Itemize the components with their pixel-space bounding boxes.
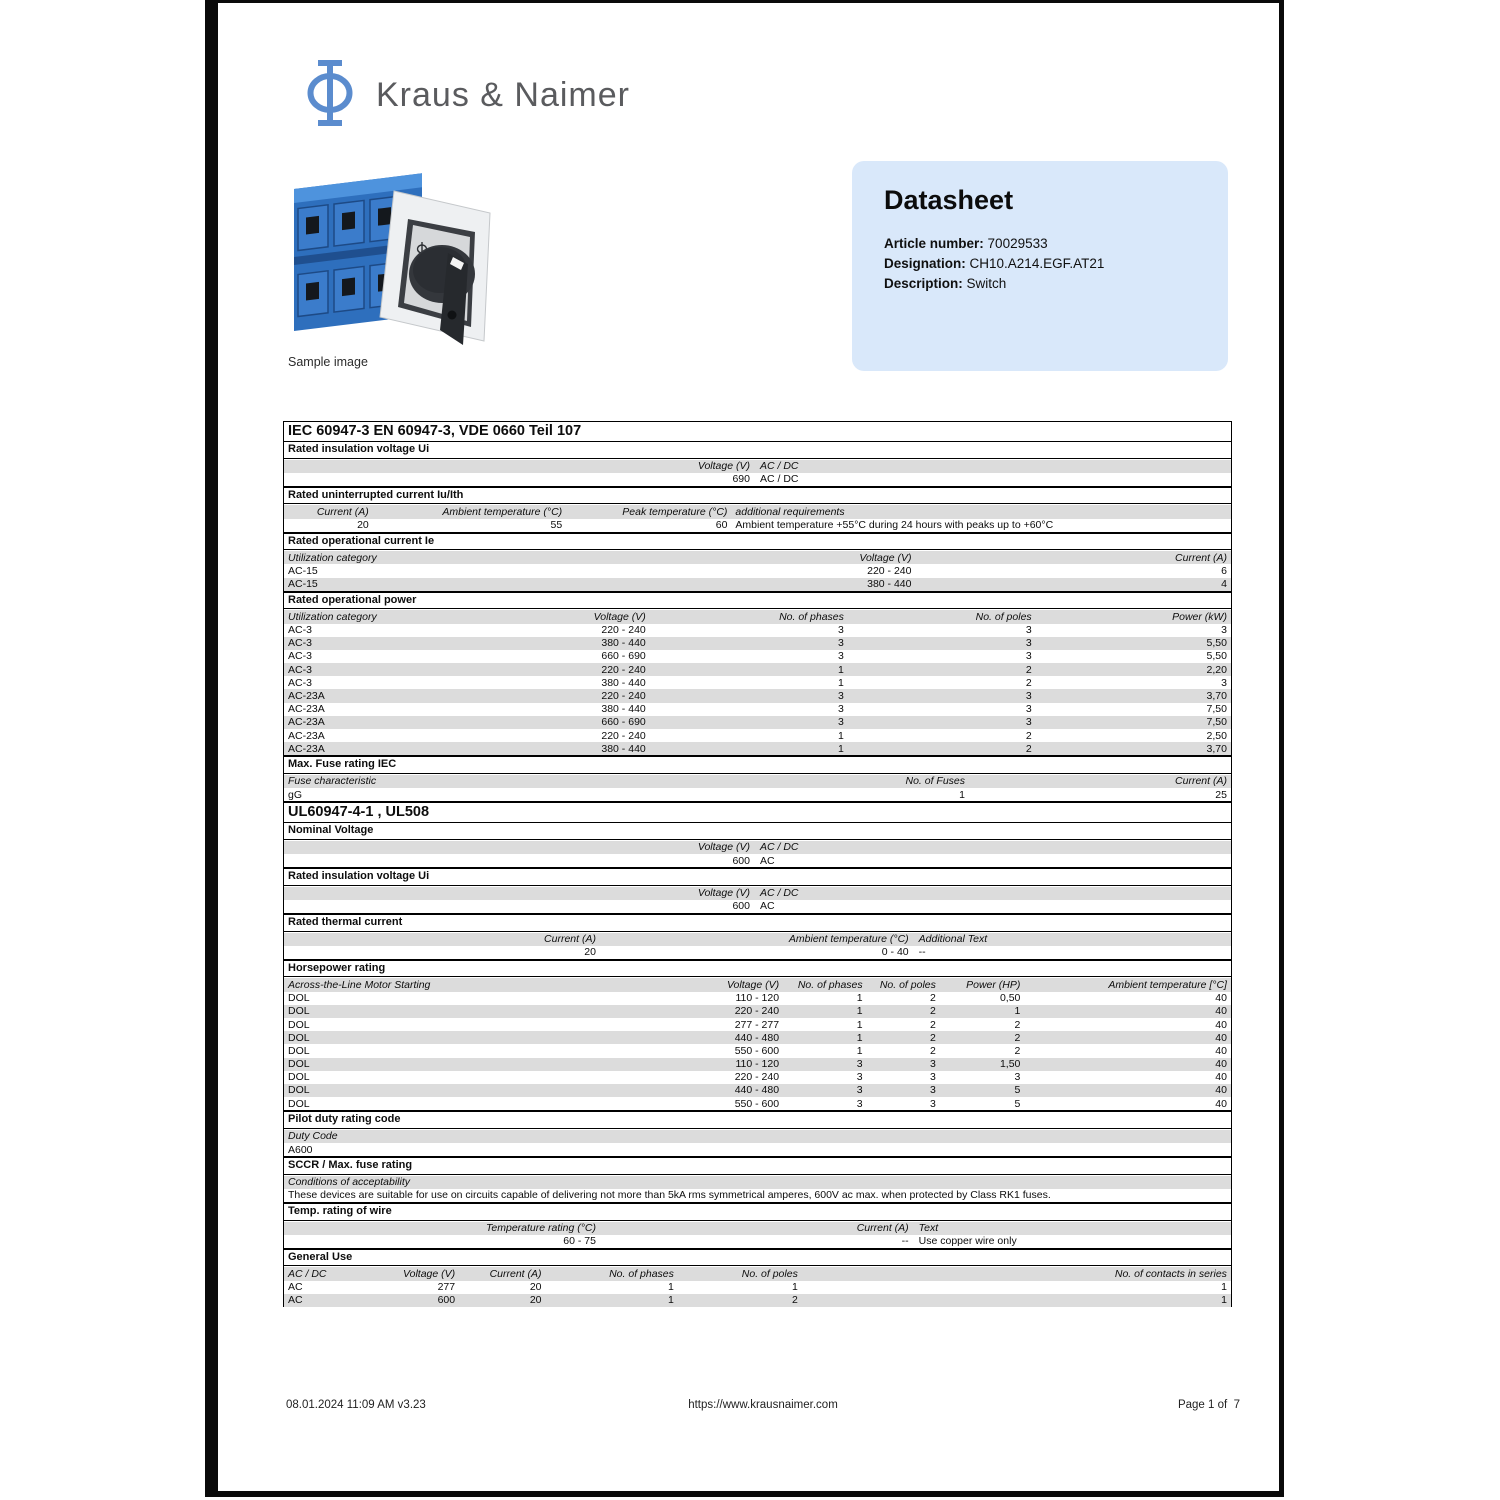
cell: These devices are suitable for use on circuits capable of delivering not more than 5kA rms symmetrical amperes, 600V ac max. when protected by Class RK1 fuses. — [288, 1189, 1051, 1202]
cell: 2 — [930, 1018, 936, 1031]
table-row — [284, 729, 1231, 742]
cell: 40 — [1215, 1018, 1227, 1031]
cell: 3,70 — [1206, 690, 1227, 703]
cell: Current (A) — [856, 1222, 909, 1235]
table-row — [284, 703, 1231, 716]
cell: No. of poles — [879, 978, 936, 991]
table-row — [284, 1058, 1231, 1071]
cell: AC-3 — [288, 624, 312, 637]
column-header-row — [284, 1130, 1231, 1143]
cell: 1 — [668, 1281, 674, 1294]
cell: 5,50 — [1206, 637, 1227, 650]
group-label: Temp. rating of wire — [284, 1202, 1231, 1221]
brand-logo — [302, 60, 630, 131]
cell: 600 — [732, 854, 750, 867]
section-title: IEC 60947-3 EN 60947-3, VDE 0660 Teil 107 — [284, 422, 1231, 442]
cell: 3 — [930, 1071, 936, 1084]
cell: DOL — [288, 1071, 310, 1084]
cell: -- — [918, 946, 926, 959]
group-label: General Use — [284, 1248, 1231, 1267]
page-footer — [286, 1399, 1240, 1411]
cell: 2 — [1014, 1031, 1021, 1044]
cell: AC / DC — [759, 460, 799, 473]
cell: 2 — [930, 1044, 936, 1057]
cell: AC-15 — [288, 565, 318, 578]
cell: Utilization category — [288, 610, 377, 623]
footer-url[interactable]: https://www.krausnaimer.com — [688, 1399, 838, 1411]
description-field — [884, 274, 1196, 294]
column-header-row — [284, 978, 1231, 991]
footer-page-number: Page 1 of 7 — [1177, 1399, 1240, 1411]
table-row — [284, 992, 1231, 1005]
cell: Current (A) — [316, 505, 369, 518]
table-row — [284, 578, 1231, 591]
cell: 3 — [856, 1058, 863, 1071]
cell: Voltage (V) — [402, 1267, 456, 1280]
cell: 1 — [838, 742, 844, 755]
cell: AC — [759, 900, 775, 913]
cell: 220 - 240 — [601, 663, 646, 676]
cell: gG — [288, 788, 303, 801]
cell: Current (A) — [1175, 551, 1227, 564]
cell: Conditions of acceptability — [288, 1176, 410, 1189]
cell: 20 — [357, 519, 369, 532]
cell: 3 — [856, 1097, 863, 1110]
article-number-label: Article number: — [884, 236, 984, 251]
cell: Across-the-Line Motor Starting — [288, 978, 431, 991]
cell: No. of phases — [797, 978, 863, 991]
cell: Voltage (V) — [697, 460, 750, 473]
cell: Use copper wire only — [918, 1235, 1017, 1248]
column-header-row — [284, 887, 1231, 900]
designation-value: CH10.A214.EGF.AT21 — [969, 256, 1105, 271]
group-label: Rated insulation voltage Ui — [284, 442, 1231, 459]
article-number-value: 70029533 — [987, 236, 1048, 251]
cell: AC-23A — [288, 703, 325, 716]
table-row — [284, 1189, 1231, 1202]
article-number-field — [884, 234, 1196, 254]
group-label: Horsepower rating — [284, 959, 1231, 978]
sample-image-label: Sample image — [288, 355, 368, 369]
cell: No. of Fuses — [905, 775, 966, 788]
cell: Voltage (V) — [697, 841, 750, 854]
cell: 2 — [1025, 742, 1032, 755]
cell: 3 — [1025, 650, 1032, 663]
footer-date: 08.01.2024 11:09 AM v3.23 — [286, 1399, 426, 1411]
cell: 1 — [838, 729, 844, 742]
cell: 20 — [529, 1281, 542, 1294]
cell: 550 - 600 — [734, 1097, 780, 1110]
cell: Current (A) — [544, 933, 596, 946]
cell: 2 — [791, 1294, 798, 1307]
column-header-row — [284, 933, 1231, 946]
cell: 220 - 240 — [734, 1005, 780, 1018]
table-row — [284, 564, 1231, 577]
table-row — [284, 473, 1231, 486]
cell: AC-23A — [288, 690, 325, 703]
cell: No. of contacts in series — [1114, 1267, 1227, 1280]
table-row — [284, 637, 1231, 650]
cell: 6 — [1221, 565, 1227, 578]
card-title: Datasheet — [884, 185, 1014, 215]
cell: Fuse characteristic — [288, 775, 377, 788]
cell: 3 — [1221, 676, 1227, 689]
cell: 2 — [930, 1005, 936, 1018]
cell: No. of phases — [609, 1267, 674, 1280]
table-row — [284, 676, 1231, 689]
cell: 40 — [1215, 1005, 1227, 1018]
table-row — [284, 1143, 1231, 1156]
cell: 1,50 — [999, 1058, 1021, 1071]
cell: 3 — [1025, 703, 1032, 716]
group-label: Rated operational current Ie — [284, 532, 1231, 551]
table-row — [284, 689, 1231, 702]
cell: 277 - 277 — [734, 1018, 780, 1031]
cell: 1 — [856, 1031, 863, 1044]
cell: 3 — [930, 1097, 936, 1110]
cell: 220 - 240 — [601, 729, 646, 742]
cell: 380 - 440 — [601, 676, 646, 689]
table-row — [284, 854, 1231, 867]
cell: 660 - 690 — [601, 650, 646, 663]
group-label: Max. Fuse rating IEC — [284, 755, 1231, 774]
table-row — [284, 716, 1231, 729]
brand-name: Kraus & Naimer — [376, 76, 630, 114]
cell: 3,70 — [1206, 742, 1227, 755]
cell: 380 - 440 — [601, 742, 646, 755]
cell: 2 — [1025, 729, 1032, 742]
column-header-row — [284, 1267, 1231, 1280]
cell: Power (HP) — [966, 978, 1021, 991]
cell: 600 — [732, 900, 750, 913]
cell: Duty Code — [288, 1130, 338, 1143]
cell: 40 — [1215, 1058, 1227, 1071]
cell: 3 — [838, 690, 844, 703]
cell: 25 — [1215, 788, 1227, 801]
cell: additional requirements — [735, 505, 845, 518]
cell: 3 — [1025, 690, 1032, 703]
cell: 1 — [1014, 1005, 1021, 1018]
cell: 3 — [1014, 1071, 1021, 1084]
cell: Power (kW) — [1172, 610, 1227, 623]
column-header-row — [284, 460, 1231, 473]
cell: 220 - 240 — [867, 565, 912, 578]
cell: 220 - 240 — [601, 690, 646, 703]
cell: 3 — [838, 703, 844, 716]
cell: A600 — [288, 1143, 313, 1156]
cell: 1 — [856, 1005, 863, 1018]
cell: 1 — [838, 663, 844, 676]
cell: 277 — [437, 1281, 456, 1294]
table-row — [284, 946, 1231, 959]
cell: 380 - 440 — [601, 703, 646, 716]
cell: 3 — [838, 624, 844, 637]
table-row — [284, 1084, 1231, 1097]
cell: Peak temperature (°C) — [622, 505, 728, 518]
spec-table — [283, 421, 1232, 1307]
cell: Temperature rating (°C) — [485, 1222, 596, 1235]
cell: AC-3 — [288, 637, 312, 650]
cell: 110 - 120 — [735, 992, 780, 1005]
cell: 690 — [732, 473, 750, 486]
table-row — [284, 1235, 1231, 1248]
cell: 3 — [1221, 624, 1227, 637]
column-header-row — [284, 610, 1231, 623]
cell: 1 — [856, 1018, 863, 1031]
cell: DOL — [288, 1018, 310, 1031]
cell: 220 - 240 — [601, 624, 646, 637]
cell: 40 — [1215, 1097, 1227, 1110]
cell: 380 - 440 — [601, 637, 646, 650]
cell: 1 — [856, 1044, 863, 1057]
cell: 3 — [856, 1084, 863, 1097]
cell: 440 - 480 — [734, 1031, 780, 1044]
table-row — [284, 650, 1231, 663]
cell: DOL — [288, 1031, 310, 1044]
cell: 3 — [1025, 624, 1032, 637]
cell: 55 — [550, 519, 563, 532]
table-row — [284, 742, 1231, 755]
cell: 2 — [930, 1031, 936, 1044]
cell: 20 — [584, 946, 596, 959]
cell: DOL — [288, 1005, 310, 1018]
cell: 2 — [1025, 663, 1032, 676]
column-header-row — [284, 505, 1231, 518]
cell: 600 — [437, 1294, 456, 1307]
cell: 0 - 40 — [881, 946, 909, 959]
cell: No. of phases — [779, 610, 844, 623]
cell: AC-23A — [288, 742, 325, 755]
table-row — [284, 900, 1231, 913]
cell: 1 — [668, 1294, 674, 1307]
cell: 5 — [1014, 1097, 1021, 1110]
cell: AC — [288, 1281, 303, 1294]
table-row — [284, 624, 1231, 637]
cell: 3 — [838, 650, 844, 663]
cell: 2 — [930, 992, 936, 1005]
table-row — [284, 663, 1231, 676]
cell: 3 — [930, 1058, 936, 1071]
table-row — [284, 788, 1231, 801]
designation-label: Designation: — [884, 256, 966, 271]
cell: 40 — [1215, 1084, 1227, 1097]
cell: 3 — [930, 1084, 936, 1097]
group-label: Rated operational power — [284, 591, 1231, 610]
cell: AC-3 — [288, 663, 312, 676]
cell: 40 — [1215, 1071, 1227, 1084]
cell: AC-23A — [288, 729, 325, 742]
table-row — [284, 1044, 1231, 1057]
cell: AC-23A — [288, 716, 325, 729]
cell: AC / DC — [288, 1267, 327, 1280]
cell: 60 - 75 — [563, 1235, 596, 1248]
cell: 40 — [1215, 1031, 1227, 1044]
cell: 60 — [715, 519, 728, 532]
cell: Voltage (V) — [697, 887, 750, 900]
column-header-row — [284, 841, 1231, 854]
description-label: Description: — [884, 276, 963, 291]
column-header-row — [284, 551, 1231, 564]
table-row — [284, 1071, 1231, 1084]
table-row — [284, 1005, 1231, 1018]
phi-logo-icon — [302, 60, 358, 131]
table-row — [284, 1018, 1231, 1031]
cell: 440 - 480 — [734, 1084, 780, 1097]
cell: AC-3 — [288, 650, 312, 663]
cell: Voltage (V) — [593, 610, 646, 623]
cell: Voltage (V) — [726, 978, 780, 991]
cell: 2 — [1025, 676, 1032, 689]
cell: Ambient temperature +55°C during 24 hours with peaks up to +60°C — [735, 519, 1054, 532]
group-label: Rated thermal current — [284, 913, 1231, 932]
cell: Current (A) — [1175, 775, 1227, 788]
cell: AC-3 — [288, 676, 312, 689]
cell: 5,50 — [1206, 650, 1227, 663]
designation-field — [884, 254, 1196, 274]
cell: 550 - 600 — [734, 1044, 780, 1057]
cell: 1 — [838, 676, 844, 689]
cell: DOL — [288, 1084, 310, 1097]
description-value: Switch — [966, 276, 1007, 291]
cell: -- — [901, 1235, 909, 1248]
group-label: Nominal Voltage — [284, 823, 1231, 840]
product-image — [282, 157, 497, 357]
section-title: UL60947-4-1 , UL508 — [284, 801, 1231, 823]
cell: Ambient temperature (°C) — [788, 933, 909, 946]
cell: AC / DC — [759, 887, 799, 900]
cell: Ambient temperature [°C] — [1108, 978, 1227, 991]
cell: 3 — [838, 716, 844, 729]
cell: DOL — [288, 1058, 310, 1071]
group-label: Rated uninterrupted current Iu/Ith — [284, 486, 1231, 505]
cell: Current (A) — [489, 1267, 542, 1280]
cell: 1 — [1221, 1294, 1227, 1307]
table-row — [284, 1097, 1231, 1110]
cell: 3 — [856, 1071, 863, 1084]
table-row — [284, 1281, 1231, 1294]
cell: 380 - 440 — [867, 578, 912, 591]
cell: 4 — [1221, 578, 1227, 591]
cell: Voltage (V) — [859, 551, 912, 564]
cell: 7,50 — [1206, 703, 1227, 716]
cell: 1 — [959, 788, 966, 801]
cell: 220 - 240 — [734, 1071, 780, 1084]
column-header-row — [284, 1176, 1231, 1189]
cell: Text — [918, 1222, 939, 1235]
cell: 2 — [1014, 1018, 1021, 1031]
cell: No. of poles — [741, 1267, 798, 1280]
cell: AC / DC — [759, 841, 799, 854]
cell: DOL — [288, 992, 310, 1005]
cell: 1 — [1221, 1281, 1227, 1294]
group-label: SCCR / Max. fuse rating — [284, 1156, 1231, 1175]
group-label: Pilot duty rating code — [284, 1110, 1231, 1129]
cell: 3 — [1025, 637, 1032, 650]
column-header-row — [284, 1222, 1231, 1235]
cell: DOL — [288, 1097, 310, 1110]
cell: 20 — [529, 1294, 542, 1307]
cell: AC — [288, 1294, 303, 1307]
cell: 1 — [791, 1281, 798, 1294]
cell: 5 — [1014, 1084, 1021, 1097]
cell: 110 - 120 — [735, 1058, 780, 1071]
cell: 2,20 — [1206, 663, 1227, 676]
column-header-row — [284, 775, 1231, 788]
cell: No. of poles — [975, 610, 1032, 623]
cell: 660 - 690 — [601, 716, 646, 729]
cell: 0,50 — [999, 992, 1021, 1005]
cell: 2 — [1014, 1044, 1021, 1057]
cell: Utilization category — [288, 551, 377, 564]
cell: 3 — [838, 637, 844, 650]
table-row — [284, 1031, 1231, 1044]
cell: 40 — [1215, 992, 1227, 1005]
group-label: Rated insulation voltage Ui — [284, 867, 1231, 886]
cell: Ambient temperature (°C) — [442, 505, 563, 518]
cell: DOL — [288, 1044, 310, 1057]
cell: AC-15 — [288, 578, 318, 591]
cell: AC / DC — [759, 473, 799, 486]
cell: Additional Text — [918, 933, 988, 946]
table-row — [284, 1294, 1231, 1307]
cell: 1 — [856, 992, 863, 1005]
cell: 40 — [1215, 1044, 1227, 1057]
cell: 3 — [1025, 716, 1032, 729]
cell: 7,50 — [1206, 716, 1227, 729]
datasheet-card — [852, 161, 1228, 371]
table-row — [284, 519, 1231, 532]
cell: 2,50 — [1206, 729, 1227, 742]
cell: AC — [759, 854, 775, 867]
